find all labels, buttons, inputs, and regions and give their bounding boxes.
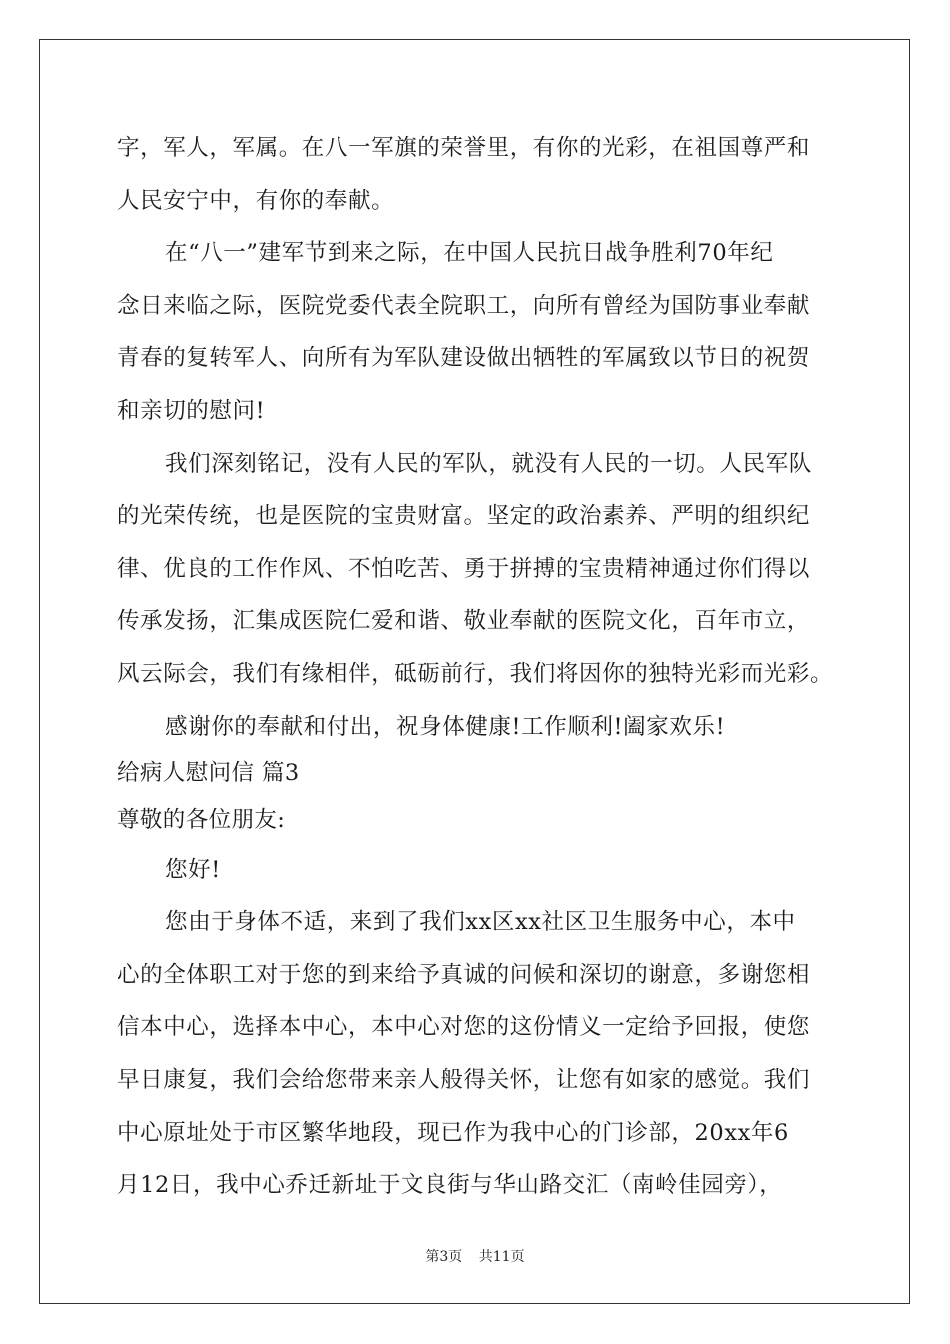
text-line: 青春的复转军人、向所有为军队建设做出牺牲的军属致以节日的祝贺	[117, 345, 811, 372]
document-body	[117, 128, 837, 1218]
text-line: 律、优良的工作作风、不怕吃苦、勇于拼搏的宝贵精神通过你们得以	[117, 555, 811, 582]
text-line: 人民安宁中，有你的奉献。	[117, 187, 395, 214]
text-line: 风云际会，我们有缘相伴，砥砺前行，我们将因你的独特光彩而光彩。	[117, 660, 834, 687]
page-total: 共11页	[478, 1249, 525, 1265]
greeting: 您好!	[165, 856, 221, 883]
paragraph-first-line: 感谢你的奉献和付出，祝身体健康!工作顺利!阖家欢乐!	[165, 713, 726, 740]
text-line: 字，军人，军属。在八一军旗的荣誉里，有你的光彩，在祖国尊严和	[117, 135, 811, 161]
paragraph-first-line: 您由于身体不适，来到了我们xx区xx社区卫生服务中心，本中	[165, 909, 796, 936]
paragraph-first-line: 我们深刻铭记，没有人民的军队，就没有人民的一切。人民军队	[165, 450, 812, 477]
text-line: 心的全体职工对于您的到来给予真诚的问候和深切的谢意，多谢您相	[117, 961, 811, 988]
salutation: 尊敬的各位朋友:	[117, 806, 286, 833]
page-number: 第3页	[425, 1249, 463, 1265]
section-title: 给病人慰问信 篇3	[117, 759, 300, 786]
text-line: 传承发扬，汇集成医院仁爱和谐、敬业奉献的医院文化，百年市立，	[117, 608, 811, 635]
text-line: 信本中心，选择本中心，本中心对您的这份情义一定给予回报，使您	[117, 1014, 811, 1041]
text-line: 月12日，我中心乔迁新址于文良街与华山路交汇（南岭佳园旁），	[117, 1172, 783, 1199]
text-line: 早日康复，我们会给您带来亲人般得关怀，让您有如家的感觉。我们	[117, 1066, 811, 1093]
text-line: 中心原址处于市区繁华地段，现已作为我中心的门诊部，20xx年6	[117, 1119, 789, 1146]
text-line: 和亲切的慰问!	[117, 397, 266, 424]
paragraph-first-line: 在“八一”建军节到来之际，在中国人民抗日战争胜利70年纪	[165, 240, 774, 267]
text-line: 念日来临之际，医院党委代表全院职工，向所有曾经为国防事业奉献	[117, 292, 811, 319]
text-line: 的光荣传统，也是医院的宝贵财富。坚定的政治素养、严明的组织纪	[117, 503, 811, 530]
page-footer	[0, 1246, 950, 1266]
